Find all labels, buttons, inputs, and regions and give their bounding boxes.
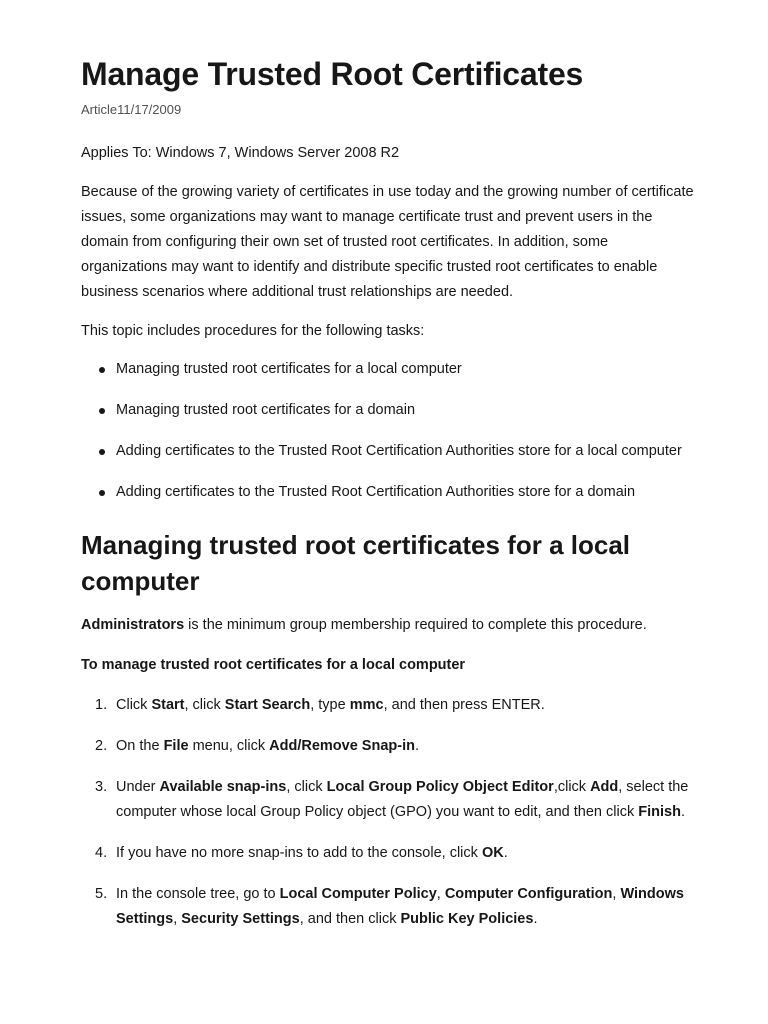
intro-paragraph: Because of the growing variety of certificates in use today and the growing number of certificate issues, some organizations may want to manage certificate trust and prevent users in the domain from configuring their own set of trusted root certificates. In addition, some organizations may want to identify and distribute specific trusted root certificates to enable business scenarios where additional trust relationships are needed. [81,184,694,300]
applies-to: Applies To: Windows 7, Windows Server 2008 R2 [81,145,400,161]
task-text: Managing trusted root certificates for a local computer [116,361,462,377]
step-item [95,841,698,866]
article-meta: Article11/17/2009 [81,102,182,117]
procedure-title: To manage trusted root certificates for a local computer [81,657,466,673]
task-list [81,357,698,505]
step-number: 2. [95,738,108,754]
list-item [116,357,698,382]
step-text: Under Available snap-ins, click Local Group Policy Object Editor,click Add, select the computer whose local Group Policy object (GPO) you want to edit, and then click Finish. [116,779,689,820]
bullet-icon [99,490,105,496]
step-number: 3. [95,779,108,795]
step-item [95,882,698,932]
list-item [116,480,698,505]
step-text: On the File menu, click Add/Remove Snap-in. [116,738,419,754]
membership-note [81,613,698,638]
step-text: If you have no more snap-ins to add to the console, click OK. [116,845,508,861]
task-text: Adding certificates to the Trusted Root Certification Authorities store for a domain [116,484,636,500]
step-number: 4. [95,845,108,861]
membership-text: is the minimum group membership required to complete this procedure. [184,617,647,633]
section-heading: Managing trusted root certificates for a local computer [81,530,630,596]
task-text: Managing trusted root certificates for a domain [116,402,416,418]
page-title: Manage Trusted Root Certificates [81,56,584,92]
step-number: 5. [95,886,108,902]
bullet-icon [99,449,105,455]
list-item [116,398,698,423]
step-number: 1. [95,697,108,713]
step-item [95,693,698,718]
bullet-icon [99,367,105,373]
step-text: Click Start, click Start Search, type mmc, and then press ENTER. [116,697,545,713]
step-item [95,775,698,825]
list-item [116,439,698,464]
task-text: Adding certificates to the Trusted Root Certification Authorities store for a local computer [116,443,682,459]
membership-group: Administrators [81,617,185,633]
step-list [81,693,698,932]
step-text: In the console tree, go to Local Computer Policy, Computer Configuration, Windows Settings, Security Settings, and then click Public Key Policies. [116,886,684,927]
tasks-lead: This topic includes procedures for the following tasks: [81,323,425,339]
bullet-icon [99,408,105,414]
step-item [95,734,698,759]
